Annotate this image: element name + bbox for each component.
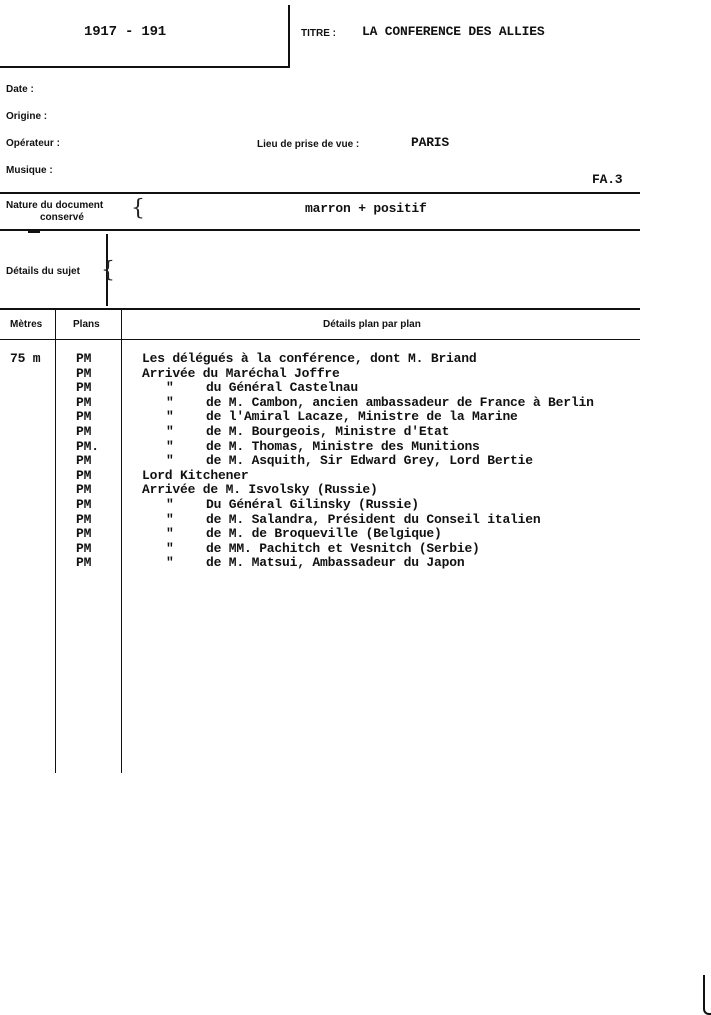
table-row — [0, 555, 711, 570]
row-ditto-mark: " — [166, 540, 174, 556]
table-row — [0, 366, 711, 381]
table-row — [0, 526, 711, 541]
table-row — [0, 468, 711, 483]
row-ditto-mark: " — [166, 453, 174, 469]
row-plan: PM — [76, 409, 92, 425]
date-label: Date : — [6, 84, 34, 95]
table-row — [0, 482, 711, 497]
page-corner-edge — [703, 975, 711, 1015]
header-divider-rule — [288, 5, 290, 68]
row-ditto-mark: " — [166, 380, 174, 396]
operateur-label: Opérateur : — [6, 138, 60, 149]
row-description: Les délégués à la conférence, dont M. Briand — [142, 351, 477, 366]
reference-code: FA.3 — [592, 172, 623, 187]
row-description: de MM. Pachitch et Vesnitch (Serbie) — [206, 540, 480, 556]
table-row — [0, 497, 711, 512]
details-sujet-brace: { — [101, 258, 115, 283]
row-plan: PM — [76, 540, 92, 556]
row-ditto-mark: " — [166, 394, 174, 410]
table-row — [0, 512, 711, 527]
row-plan: PM — [76, 555, 92, 571]
row-plan: PM — [76, 423, 92, 439]
table-row — [0, 541, 711, 556]
row-ditto-mark: " — [166, 526, 174, 542]
origine-label: Origine : — [6, 111, 48, 122]
row-ditto-mark: " — [166, 438, 174, 454]
col-header-details: Détails plan par plan — [323, 319, 421, 330]
table-row — [0, 395, 711, 410]
row-description: de M. Cambon, ancien ambassadeur de France à Berlin — [206, 394, 594, 410]
lieu-value: PARIS — [411, 135, 450, 150]
table-row — [0, 351, 711, 366]
table-row — [0, 453, 711, 468]
musique-label: Musique : — [6, 165, 53, 176]
row-description: Lord Kitchener — [142, 467, 249, 483]
row-description: Arrivée du Maréchal Joffre — [142, 365, 340, 381]
row-plan: PM — [76, 526, 92, 542]
titre-value: LA CONFERENCE DES ALLIES — [362, 24, 545, 39]
col-header-metres: Mètres — [10, 319, 43, 330]
table-body — [0, 351, 711, 570]
row-ditto-mark: " — [166, 409, 174, 425]
row-ditto-mark: " — [166, 511, 174, 527]
row-plan: PM — [76, 511, 92, 527]
table-header-rule — [0, 339, 640, 340]
nature-bottom-rule — [0, 229, 640, 231]
col-header-plans: Plans — [73, 319, 100, 330]
row-metres: 75 m — [10, 351, 41, 366]
table-top-rule — [0, 308, 640, 310]
row-plan: PM — [76, 453, 92, 469]
header-bottom-left-rule — [0, 66, 290, 68]
nature-label-line1: Nature du document — [6, 200, 104, 211]
lieu-label: Lieu de prise de vue : — [257, 139, 360, 150]
row-description: de M. Matsui, Ambassadeur du Japon — [206, 555, 465, 571]
row-plan: PM — [76, 496, 92, 512]
nature-top-rule — [0, 192, 640, 194]
row-description: Du Général Gilinsky (Russie) — [206, 496, 419, 512]
row-description: de M. de Broqueville (Belgique) — [206, 526, 442, 542]
row-plan: PM — [76, 394, 92, 410]
row-description: Arrivée de M. Isvolsky (Russie) — [142, 482, 378, 498]
row-description: de M. Asquith, Sir Edward Grey, Lord Bertie — [206, 453, 533, 469]
row-plan: PM. — [76, 438, 99, 454]
row-plan: PM — [76, 365, 92, 381]
row-ditto-mark: " — [166, 555, 174, 571]
titre-label: TITRE : — [301, 28, 336, 39]
header-years: 1917 - 191 — [84, 24, 167, 40]
row-description: de M. Thomas, Ministre des Munitions — [206, 438, 480, 454]
row-plan: PM — [76, 482, 92, 498]
row-ditto-mark: " — [166, 496, 174, 512]
details-sujet-label: Détails du sujet — [6, 266, 80, 277]
table-row — [0, 424, 711, 439]
row-description: de l'Amiral Lacaze, Ministre de la Marine — [206, 409, 518, 425]
nature-label-line2: conservé — [40, 212, 84, 223]
table-row — [0, 439, 711, 454]
nature-mark — [28, 231, 40, 233]
row-plan: PM — [76, 351, 92, 366]
row-plan: PM — [76, 380, 92, 396]
nature-brace: { — [131, 196, 145, 221]
nature-value: marron + positif — [305, 201, 427, 216]
row-description: de M. Bourgeois, Ministre d'Etat — [206, 423, 450, 439]
row-plan: PM — [76, 467, 92, 483]
row-description: de M. Salandra, Président du Conseil italien — [206, 511, 541, 527]
table-row — [0, 409, 711, 424]
row-description: du Général Castelnau — [206, 380, 359, 396]
table-row — [0, 380, 711, 395]
row-ditto-mark: " — [166, 423, 174, 439]
